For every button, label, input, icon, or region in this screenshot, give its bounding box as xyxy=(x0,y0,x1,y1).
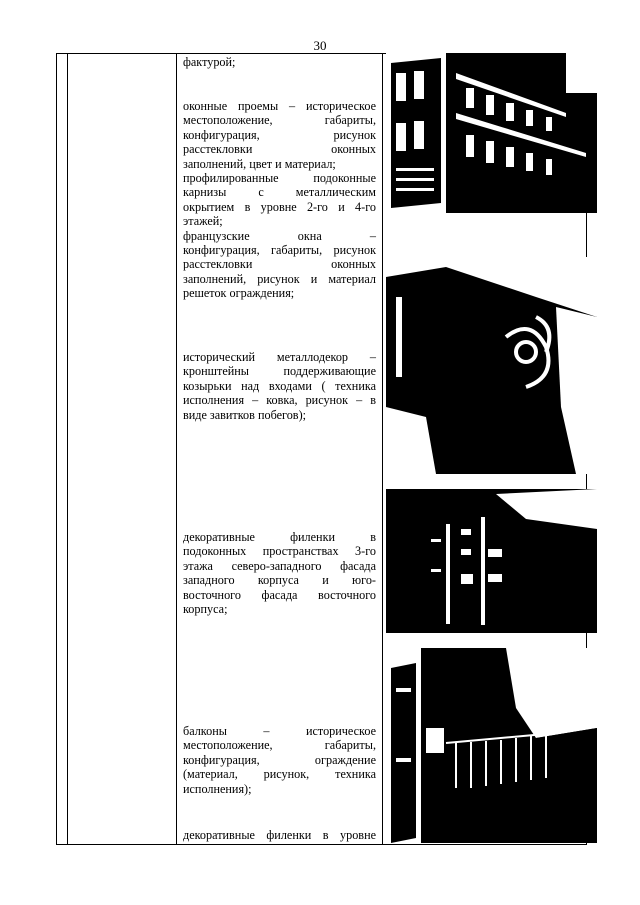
text-panels xyxy=(183,530,376,616)
text-line: декоративные филенки в xyxy=(183,530,376,544)
text-line: решеток ограждения; xyxy=(183,286,295,301)
balconies-photo xyxy=(386,648,597,843)
text-panels-2 xyxy=(183,828,376,842)
text-line: конфигурация, рисунок xyxy=(183,127,376,142)
facade-windows-photo xyxy=(386,53,597,213)
text-line: карнизы с металлическим xyxy=(183,185,376,200)
text-line: подоконных пространствах 3-го xyxy=(183,544,376,559)
text-line: исполнения); xyxy=(183,781,252,796)
text-line: профилированные подоконные xyxy=(183,171,376,186)
text-balconies xyxy=(183,724,376,796)
text-line: балконы – историческое xyxy=(183,724,376,738)
text-line: местоположение, габариты, xyxy=(183,113,376,128)
text-line: исполнения – ковка, рисунок – в xyxy=(183,393,376,408)
text-line: виде завитков побегов); xyxy=(183,407,307,422)
column-divider xyxy=(382,54,383,844)
metal-bracket-photo xyxy=(386,257,597,474)
text-line: конфигурация, габариты, рисунок xyxy=(183,243,376,258)
decorative-panels-photo xyxy=(386,489,597,633)
text-line: этажа северо-западного фасада xyxy=(183,558,376,573)
page-number: 30 xyxy=(313,38,327,53)
text-line: исторический металлодекор – xyxy=(183,350,376,364)
text-line: оконные проемы – историческое xyxy=(183,99,376,113)
text-line: декоративные филенки в уровне xyxy=(183,828,376,842)
text-line: (материал, рисунок, техника xyxy=(183,767,376,782)
text-line: заполнений, рисунок и материал xyxy=(183,271,376,286)
text-fakturoy xyxy=(183,55,376,69)
text-line: западного корпуса и юго- xyxy=(183,573,376,588)
text-line: окрытием в уровне 2-го и 4-го xyxy=(183,199,376,214)
text-line: расстекловки оконных xyxy=(183,142,376,157)
text-line: заполнений, цвет и материал; xyxy=(183,156,336,171)
text-line: козырьки над входами ( техника xyxy=(183,378,376,393)
text-line: местоположение, габариты, xyxy=(183,738,376,753)
text-line: французские окна – xyxy=(183,228,376,243)
column-divider xyxy=(176,54,177,844)
text-line: фактурой; xyxy=(183,55,236,69)
text-line: восточного фасада восточного xyxy=(183,587,376,602)
text-line: расстекловки оконных xyxy=(183,257,376,272)
text-line: этажей; xyxy=(183,214,223,229)
text-windows xyxy=(183,99,376,301)
text-line: корпуса; xyxy=(183,602,228,617)
text-line: кронштейны поддерживающие xyxy=(183,364,376,379)
text-metal xyxy=(183,350,376,422)
column-divider xyxy=(67,54,68,844)
text-line: конфигурация, ограждение xyxy=(183,752,376,767)
